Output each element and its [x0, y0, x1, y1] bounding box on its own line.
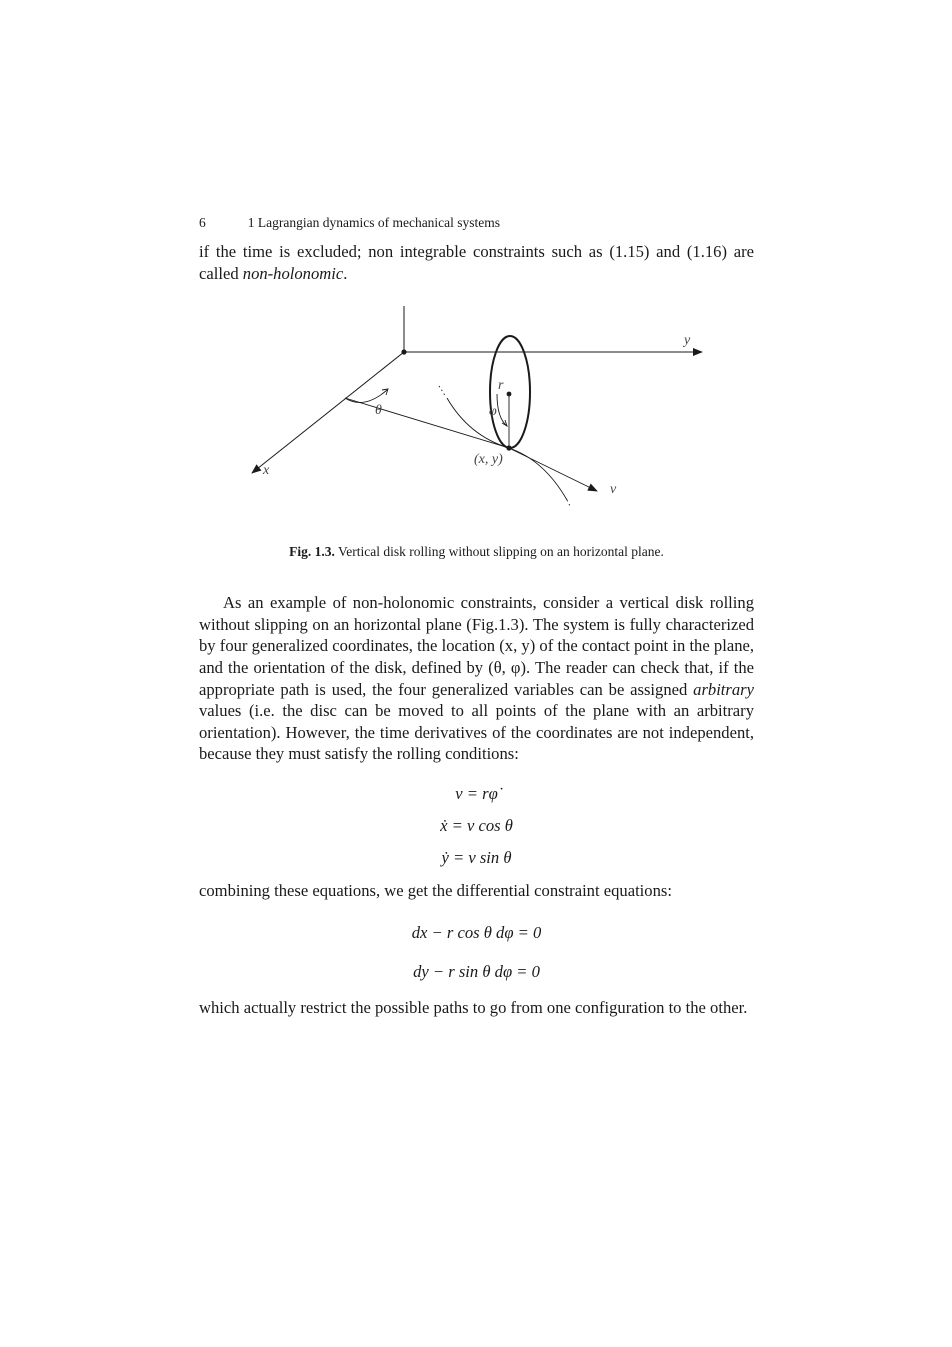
running-head [199, 212, 754, 234]
intro-paragraph [199, 241, 754, 284]
trajectory-start-dots [439, 386, 446, 397]
x-axis-label: x [263, 463, 270, 479]
theta-arc [345, 390, 387, 403]
contact-point-label: (x, y) [474, 452, 503, 468]
closing-paragraph: which actually restrict the possible paths to go from one configuration to the other. [199, 997, 748, 1017]
chapter-title: 1 Lagrangian dynamics of mechanical systems [247, 215, 501, 230]
origin-point [401, 350, 406, 355]
page-number: 6 [199, 215, 206, 230]
equation-rolling-3: ẏ = v sin θ [441, 847, 512, 867]
equation-constraint-2: dy − r sin θ dφ = 0 [413, 961, 540, 981]
figure-caption-label: Fig. 1.3. [289, 544, 335, 560]
equation-constraint-1: dx − r cos θ dφ = 0 [411, 922, 542, 942]
body-text-end: values (i.e. the disc can be moved to all points of the plane with an arbitrary orientation). However, the time derivatives of the coordinates are not independent, because they must satisfy the rolling conditions: [199, 701, 754, 764]
combining-paragraph: combining these equations, we get the differential constraint equations: [199, 880, 672, 900]
trajectory-end-dots [567, 500, 571, 508]
radius-label: r [498, 378, 504, 394]
phi-label: φ [489, 404, 497, 420]
body-emphasis: arbitrary [693, 679, 754, 699]
intro-text-end: . [343, 263, 348, 283]
figure-caption-text: Vertical disk rolling without slipping on an horizontal plane. [334, 544, 664, 560]
figure-caption [199, 544, 754, 560]
page [199, 212, 754, 1018]
intro-emphasis: non-holonomic [242, 263, 344, 283]
equation-rolling-1: v = rφ̇ [455, 783, 498, 803]
velocity-label: v [610, 482, 617, 498]
rolling-equations [199, 778, 754, 874]
velocity-vector [509, 448, 597, 491]
figure-1-3 [199, 298, 754, 538]
heading-line [345, 398, 509, 448]
body-text: As an example of non-holonomic constraints, consider a vertical disk rolling without slipping on an horizontal plane (Fig.1.3). The system is fully characterized by four generalized coordinates, the location (x, y) of the contact point in the plane, and the orientation of the disk, defined by (θ, φ). The reader can check that, if the appropriate path is used, the four generalized variables can be assigned [199, 593, 754, 699]
disk-center [507, 392, 512, 397]
constraint-equations [199, 913, 754, 991]
disk-diagram [199, 298, 754, 538]
equation-rolling-2: ẋ = v cos θ [440, 815, 513, 835]
theta-label: θ [375, 403, 382, 419]
y-axis-label: y [684, 333, 691, 349]
body-paragraph [199, 592, 754, 765]
intro-text: if the time is excluded; non integrable constraints such as (1.15) and (1.16) are called [199, 242, 754, 283]
